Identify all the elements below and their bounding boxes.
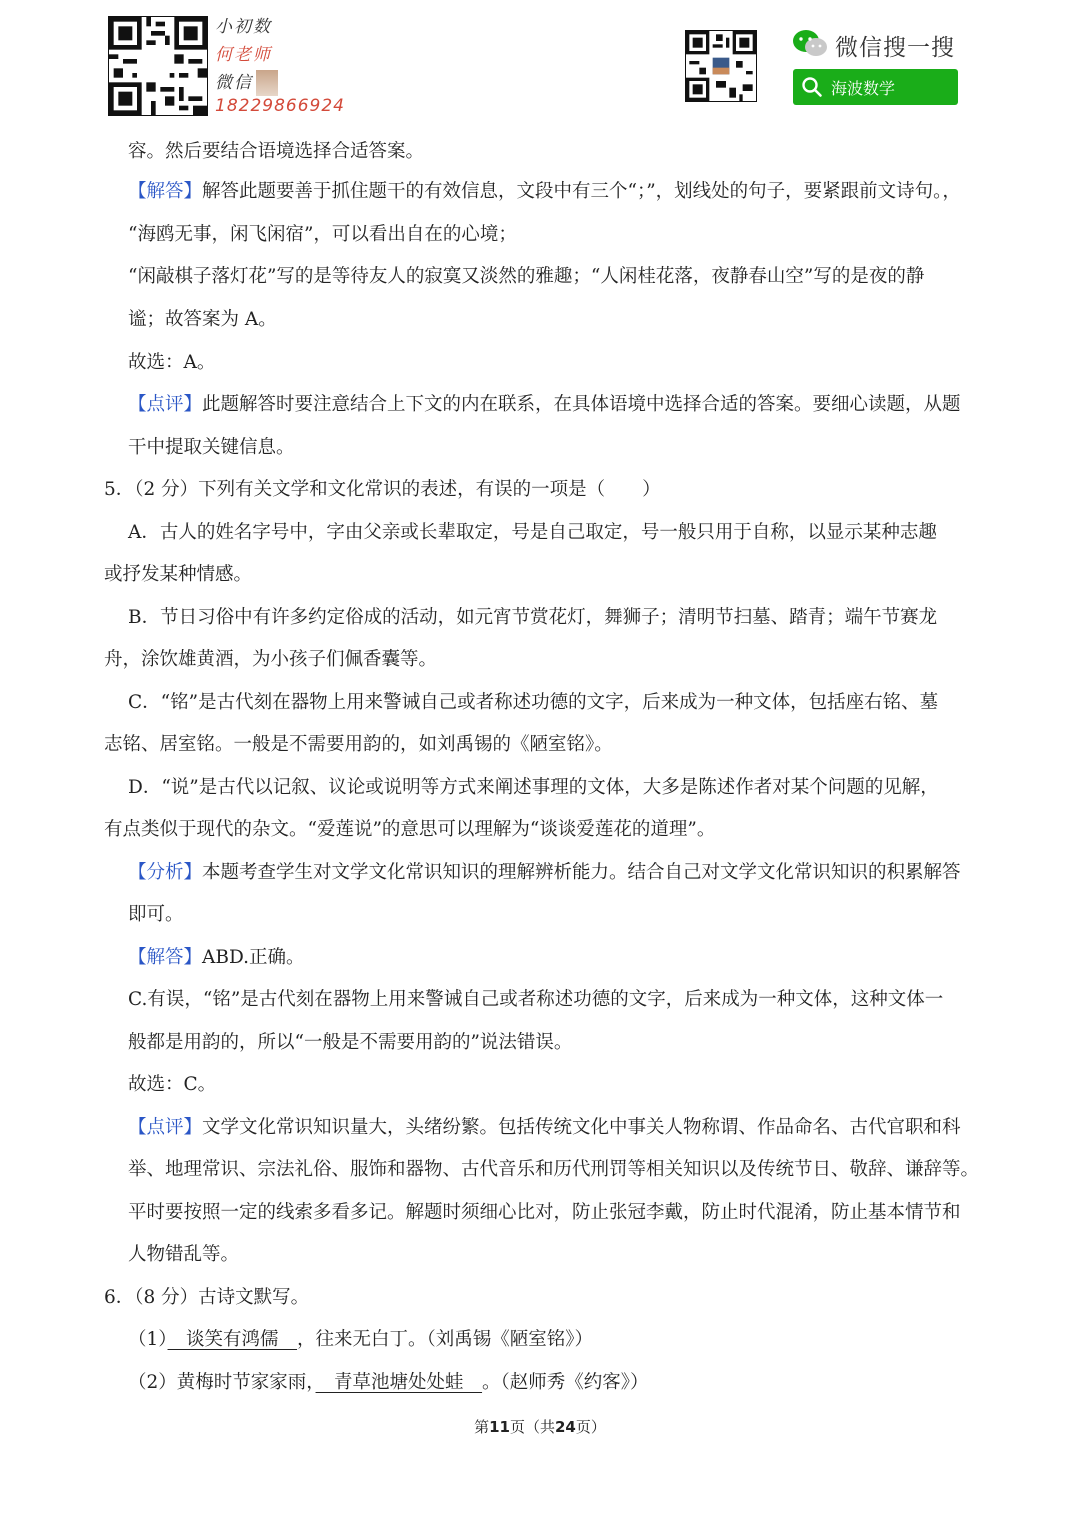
text: 5．（2 分）下列有关文学和文化常识的表述，有误的一项是（ ） <box>104 479 661 500</box>
text-line <box>128 308 277 332</box>
text: C.有误，“铭”是古代刻在器物上用来警诫自己或者称述功德的文字，后来成为一种文体，这种文体一 <box>128 989 944 1010</box>
text: 平时要按照一定的线索多看多记。解题时须细心比对，防止张冠李戴，防止时代混淆，防止基本情节和 <box>128 1202 961 1223</box>
page-footer <box>0 1416 1080 1437</box>
answer-blank: 青草池塘处处蛙 <box>315 1372 483 1393</box>
option-line <box>104 818 715 842</box>
footer-text: 第 <box>474 1418 490 1436</box>
wechat-search-button[interactable] <box>793 69 958 105</box>
option-line <box>128 521 937 545</box>
text: 举、地理常识、宗法礼俗、服饰和器物、古代音乐和历代刑罚等相关知识以及传统节日、敬辞、谦辞等。 <box>128 1159 980 1180</box>
qr-code-icon[interactable] <box>108 16 208 116</box>
handwritten-line: 小初数 <box>215 17 272 37</box>
text-line <box>128 351 215 375</box>
handwritten-phone: 18229866924 <box>215 96 345 116</box>
text: 志铭、居室铭。一般是不需要用韵的，如刘禹锡的《陋室铭》。 <box>104 734 613 755</box>
page-total: 24 <box>555 1418 576 1436</box>
wechat-icon <box>792 29 828 59</box>
text: 人物错乱等。 <box>128 1244 240 1265</box>
text-line <box>128 1158 979 1182</box>
text-line <box>128 180 961 204</box>
wechat-search-title: 微信搜一搜 <box>835 35 955 61</box>
search-icon <box>801 76 823 98</box>
text-line <box>128 265 924 289</box>
text: 此题解答时要注意结合上下文的内在联系，在具体语境中选择合适的答案。要细心读题，从题 <box>202 394 961 415</box>
text: 文学文化常识知识量大，头绪纷繁。包括传统文化中事关人物称谓、作品命名、古代官职和科 <box>202 1117 961 1138</box>
text: 故选：C。 <box>128 1074 217 1095</box>
qr-pattern <box>686 31 756 101</box>
text-line <box>128 903 184 927</box>
qr-code-icon[interactable] <box>685 30 757 102</box>
text-line <box>128 436 295 460</box>
option-line <box>104 733 613 757</box>
handwritten-line: 微信 <box>215 73 253 93</box>
text: C．“铭”是古代刻在器物上用来警诫自己或者称述功德的文字，后来成为一种文体，包括座右铭、墓 <box>128 692 939 713</box>
text: ，往来无白丁。（刘禹锡《陋室铭》） <box>297 1329 594 1350</box>
option-line <box>128 606 937 630</box>
question-title <box>104 478 661 502</box>
text: 谧；故答案为 A。 <box>128 309 277 330</box>
text: （2）黄梅时节家家雨， <box>128 1372 316 1393</box>
text: 故选：A。 <box>128 352 216 373</box>
option-line <box>104 648 437 672</box>
text-line <box>128 140 424 164</box>
option-line <box>128 691 938 715</box>
text: B．节日习俗中有许多约定俗成的活动，如元宵节赏花灯，舞狮子；清明节扫墓、踏青；端午节赛龙 <box>128 607 938 628</box>
text: 般都是用韵的，所以“一般是不需要用韵的”说法错误。 <box>128 1032 573 1053</box>
text: 。（赵师秀《约客》） <box>482 1372 649 1393</box>
qr-pattern <box>109 17 207 115</box>
text: 舟，涂饮雄黄酒，为小孩子们佩香囊等。 <box>104 649 438 670</box>
footer-text: 页） <box>575 1418 606 1436</box>
question-title <box>104 1286 309 1310</box>
wechat-search-label: 海波数学 <box>831 78 896 98</box>
text-line <box>128 861 961 885</box>
text: 干中提取关键信息。 <box>128 437 295 458</box>
text: （1） <box>128 1329 168 1350</box>
text: “闲敲棋子落灯花”写的是等待友人的寂寞又淡然的雅趣；“人闲桂花落，夜静春山空”写的是夜的静 <box>128 266 925 287</box>
text: A．古人的姓名字号中，字由父亲或长辈取定，号是自己取定，号一般只用于自称，以显示某种志趣 <box>128 522 937 543</box>
text: ABD.正确。 <box>202 947 305 968</box>
answer-blank: 谈笑有鸿儒 <box>167 1329 298 1350</box>
text-line <box>128 1243 239 1267</box>
text: D．“说”是古代以记叙、议论或说明等方式来阐述事理的文体，大多是陈述作者对某个问题的见解， <box>128 777 939 798</box>
text-line <box>128 1031 572 1055</box>
text: 或抒发某种情感。 <box>104 564 253 585</box>
comment-tag: 【点评】 <box>128 394 203 415</box>
comment-tag: 【点评】 <box>128 1117 203 1138</box>
answer-tag: 【解答】 <box>128 947 203 968</box>
text: “海鸥无事，闲飞闲宿”，可以看出自在的心境； <box>128 224 517 245</box>
text: 有点类似于现代的杂文。“爱莲说”的意思可以理解为“谈谈爱莲花的道理”。 <box>104 819 716 840</box>
text: 即可。 <box>128 904 184 925</box>
avatar <box>255 69 279 97</box>
text-line <box>128 1073 216 1097</box>
option-line <box>128 776 939 800</box>
text: 6．（8 分）古诗文默写。 <box>104 1287 310 1308</box>
text-line <box>128 1371 649 1395</box>
text: 解答此题要善于抓住题干的有效信息，文段中有三个“；”，划线处的句子，要紧跟前文诗句。， <box>202 181 961 202</box>
text: 本题考查学生对文学文化常识知识的理解辨析能力。结合自己对文学文化常识知识的积累解答 <box>202 862 961 883</box>
text-line <box>128 223 517 247</box>
text-line <box>128 988 943 1012</box>
text-line <box>128 1328 593 1352</box>
text-line <box>128 1201 961 1225</box>
page-header <box>0 0 1080 125</box>
option-line <box>104 563 252 587</box>
handwritten-line: 何老师 <box>215 45 272 65</box>
text-line <box>128 1116 961 1140</box>
text-line <box>128 393 961 417</box>
page-number: 11 <box>489 1418 510 1436</box>
footer-text: 页（共 <box>509 1418 555 1436</box>
analysis-tag: 【分析】 <box>128 862 203 883</box>
text: 容。然后要结合语境选择合适答案。 <box>128 141 425 162</box>
text-line <box>128 946 305 970</box>
answer-tag: 【解答】 <box>128 181 203 202</box>
